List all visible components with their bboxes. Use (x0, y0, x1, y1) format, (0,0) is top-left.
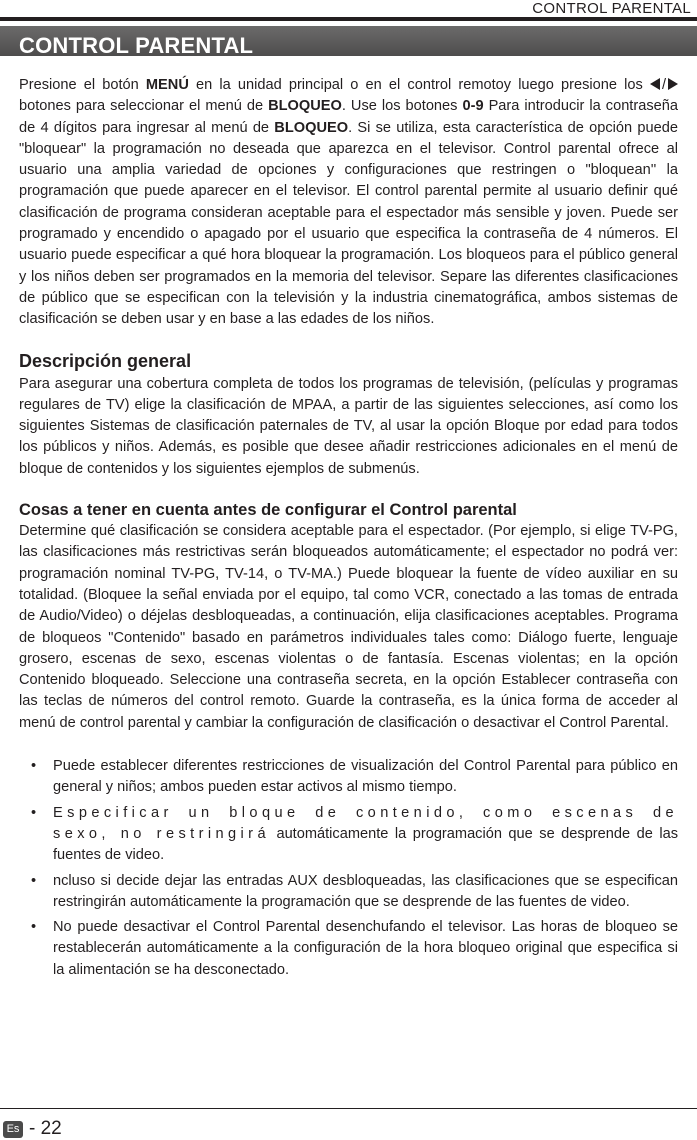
page-number: - 22 (29, 1118, 62, 1139)
header-rule (0, 17, 697, 21)
right-triangle-icon (667, 78, 678, 90)
language-badge: Es (3, 1121, 23, 1138)
left-triangle-icon (650, 78, 661, 90)
bloqueo-menu-label: BLOQUEO (274, 119, 349, 136)
overview-heading: Descripción general (19, 350, 192, 371)
bloqueo-menu-label: BLOQUEO (268, 98, 342, 115)
number-keys-label: 0-9 (462, 98, 484, 115)
arrow-keys: / (650, 77, 678, 93)
bullet-icon: • (31, 872, 37, 889)
bullet-icon: • (31, 804, 37, 821)
considerations-heading: Cosas a tener en cuenta antes de configurar el Control parental (19, 501, 517, 520)
list-item: • No puede desactivar el Control Parental desenchufando el televisor. Las horas de bloqueo se restablecerán automáticamente a la configuración de la hora bloqueo original que especifica si la alimentación se ha desconectado. (31, 919, 678, 978)
footer-rule (0, 1108, 697, 1109)
page-content (19, 75, 678, 985)
list-item: • ncluso si decide dejar las entradas AUX desbloqueadas, las clasificaciones que se especifican restringirán automáticamente la programación que se desprende de las fuentes de video. (31, 872, 678, 910)
notes-list (19, 756, 678, 981)
bullet-icon: • (31, 758, 37, 775)
overview-paragraph: Para asegurar una cobertura completa de todos los programas de televisión, (películas y programas regulares de TV) elige la clasificación de MPAA, a partir de las siguientes selecciones, así como los siguientes Sistemas de clasificación paternales de TV, al usar la opción Bloque por edad para todos los públicos y niños. Además, es posible que desee añadir restricciones adicionales en el menú de bloque de contenidos y los siguientes ejemplos de submenús. (19, 375, 678, 477)
intro-paragraph: Presione el botón MENÚ en la unidad principal o en el control remotoy luego presione los / botones para seleccionar el menú de BLOQUEO. Use los botones 0-9 Para introducir la contraseña de 4 dígitos para ingresar al menú de BLOQUEO. Si se utiliza, esta característica de opción puede "bloquear" la programación no deseada que aparezca en el televisor. Control parental ofrece al usuario una amplia variedad de opciones y configuraciones que restringen o "bloquean'' la programación que puede aparecer en el televisor. El control parental permite al usuario definir qué clasificación de programa consideran aceptable para el espectador más sensible y joven. Puede ser programado y encendido o apagado por el usuario que especifica la contraseña de 4 números. El usuario puede especificar a qué hora bloquear la programación. Los bloqueos para el público general y los niños deben ser programados en la memoria del televisor. Separe las diferentes clasificaciones de público que se especifican con la televisión y la industria cinematográfica, ambos sistemas de clasificación se deben usar y en base a las edades de los niños. (19, 77, 678, 328)
considerations-paragraph: Determine qué clasificación se considera aceptable para el espectador. (Por ejemplo, si elige TV-PG, las clasificaciones más restrictivas serán bloqueados automáticamente; el espectador no podrá ver: programación nominal TV-PG, TV-14, o TV-MA.) Puede bloquear la fuente de vídeo auxiliar en su totalidad. (Bloquee la señal enviada por el equipo, tal como VCR, conectado a las tomas de entrada de Audio/Video) o déjelas desbloqueadas, a continuación, elija clasificaciones aceptables. Programa de bloqueos "Contenido" basado en parámetros individuales tales como: Diálogo fuerte, lenguaje grosero, escenas de sexo, escenas violentas o de fantasía. Escenas violentas; en la opción Contenido bloqueado. Seleccione una contraseña secreta, en la opción Establecer contraseña con las teclas de números del control remoto. Guarde la contraseña, es la única forma de acceder al menú de control parental y cambiar la configuración de clasificación o desactivar el Control Parental. (19, 523, 678, 731)
page-title: CONTROL PARENTAL (19, 33, 254, 58)
list-item: • Especificar un bloque de contenido, como escenas de sexo, no restringirá automáticamente la programación que se desprende de las fuentes de video. (31, 804, 678, 864)
running-header: CONTROL PARENTAL (532, 0, 691, 17)
menu-key-label: MENÚ (145, 77, 189, 93)
bullet-icon: • (31, 919, 37, 936)
list-item: • Puede establecer diferentes restricciones de visualización del Control Parental para público en general y niños; ambos pueden estar activos al mismo tiempo. (31, 758, 678, 796)
